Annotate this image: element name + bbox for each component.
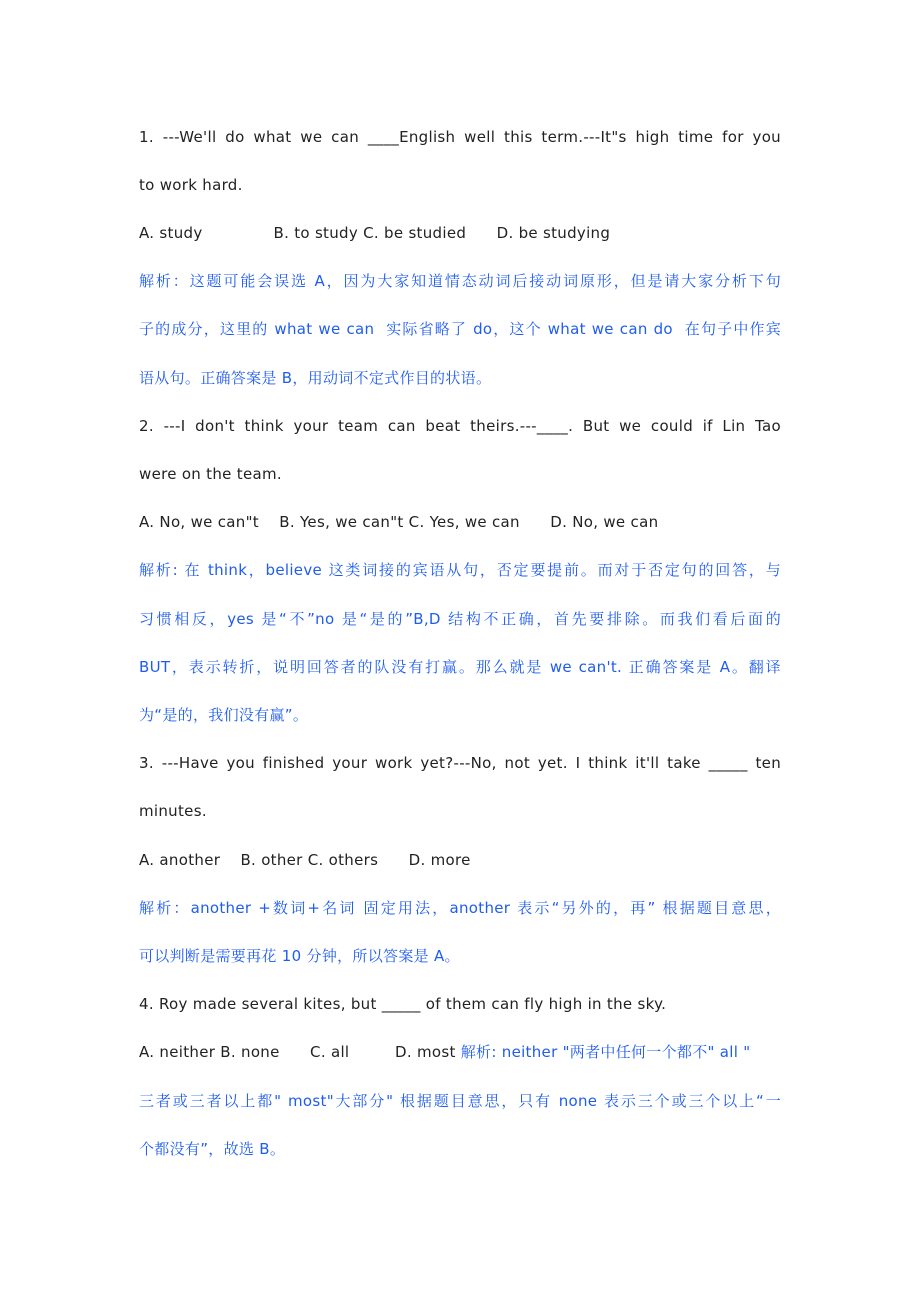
question-1-text: 1. ---We'll do what we can ____English well this term.---It"s high time for you — [139, 128, 781, 146]
question-3-analysis: 解析：another +数词+名词 固定用法，another 表示“另外的，再” 根据题目意思， — [139, 899, 781, 917]
question-4-analysis: 个都没有”，故选 B。 — [139, 1140, 286, 1158]
question-3-options: A. another B. other C. others D. more — [139, 851, 471, 869]
question-4-analysis: 三者或三者以上都" most"大部分" 根据题目意思，只有 none 表示三个或三个以上“一 — [139, 1092, 781, 1110]
question-2-text-cont: were on the team. — [139, 465, 282, 483]
question-2-text: 2. ---I don't think your team can beat theirs.---____. But we could if Lin Tao — [139, 417, 781, 435]
question-1-analysis: 子的成分，这里的 what we can 实际省略了 do，这个 what we can do 在句子中作宾 — [139, 320, 781, 338]
question-3-text-cont: minutes. — [139, 802, 207, 820]
question-1-analysis: 语从句。正确答案是 B，用动词不定式作目的状语。 — [139, 369, 492, 387]
question-3-text: 3. ---Have you finished your work yet?---No, not yet. I think it'll take _____ ten — [139, 754, 781, 772]
question-2-analysis: BUT，表示转折，说明回答者的队没有打赢。那么就是 we can't. 正确答案是 A。翻译 — [139, 658, 781, 676]
question-4-options-line — [139, 1041, 781, 1063]
question-4-text: 4. Roy made several kites, but _____ of them can fly high in the sky. — [139, 995, 667, 1013]
question-2-options: A. No, we can"t B. Yes, we can"t C. Yes, we can D. No, we can — [139, 513, 659, 531]
question-4-analysis: 解析: neither "两者中任何一个都不" all " — [460, 1043, 751, 1061]
question-1-options: A. study B. to study C. be studied D. be studying — [139, 224, 611, 242]
question-1-text-cont: to work hard. — [139, 176, 243, 194]
question-2-analysis: 习惯相反，yes 是“不”no 是“是的”B,D 结构不正确，首先要排除。而我们看后面的 — [139, 610, 781, 628]
question-2-analysis: 为“是的，我们没有赢”。 — [139, 706, 309, 724]
question-3-analysis: 可以判断是需要再花 10 分钟，所以答案是 A。 — [139, 947, 460, 965]
question-4-options: A. neither B. none C. all D. most — [139, 1043, 461, 1061]
question-1-analysis: 解析：这题可能会误选 A，因为大家知道情态动词后接动词原形，但是请大家分析下句 — [139, 272, 781, 290]
question-2-analysis: 解析: 在 think，believe 这类词接的宾语从句，否定要提前。而对于否定句的回答，与 — [139, 561, 781, 579]
